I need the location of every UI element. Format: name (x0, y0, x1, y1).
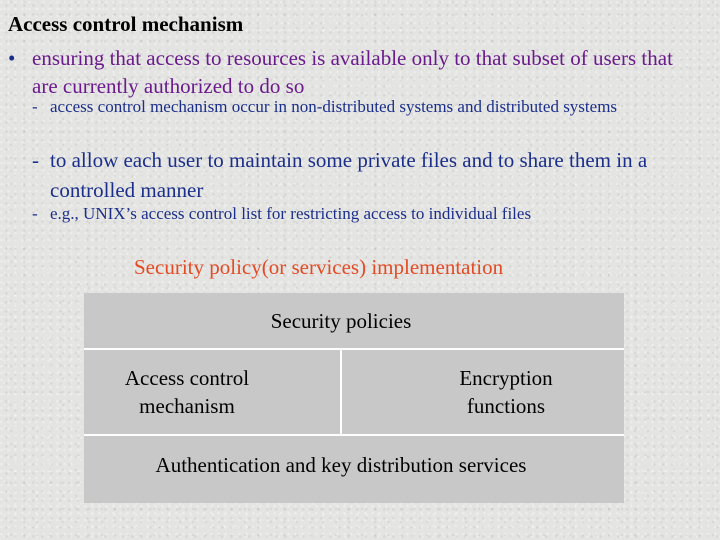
sub-bullet-dash: - (32, 204, 38, 223)
slide-title: Access control mechanism (8, 12, 244, 36)
access-control-mechanism-label: Access control mechanism (124, 366, 250, 418)
sub-bullet-text: e.g., UNIX’s access control list for restricting access to individual files (50, 204, 532, 223)
sub-bullet-dash: - (32, 148, 39, 172)
authentication-key-distribution-label: Authentication and key distribution services (155, 453, 527, 477)
sub-bullet-text: access control mechanism occur in non-distributed systems and distributed systems (50, 97, 618, 116)
security-policy-diagram (84, 293, 624, 503)
sub-bullet-text: to allow each user to maintain some private files and to share them in a controlled manner (50, 148, 648, 202)
sub-bullet-dash: - (32, 97, 38, 116)
divider-line (340, 350, 342, 434)
bullet-symbol: • (8, 46, 16, 70)
main-bullet-text: ensuring that access to resources is available only to that subset of users that are currently authorized to do so (32, 46, 673, 98)
security-policies-label: Security policies (270, 309, 412, 333)
implementation-heading: Security policy(or services) implementation (134, 255, 504, 279)
divider-line (84, 348, 624, 350)
encryption-functions-label: Encryption functions (459, 366, 553, 418)
divider-line (84, 434, 624, 436)
